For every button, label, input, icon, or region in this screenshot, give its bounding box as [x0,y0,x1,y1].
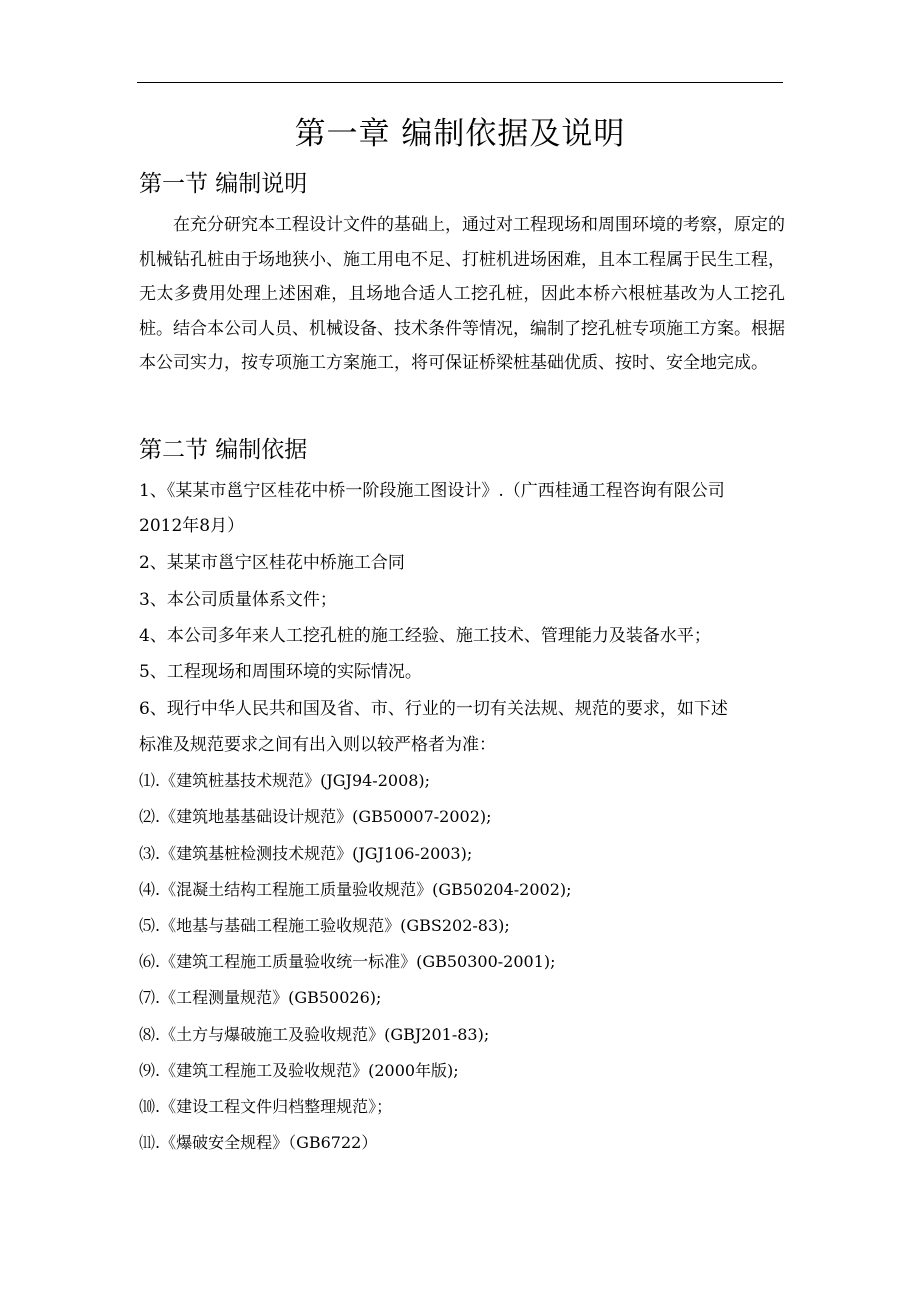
basis-item-6-cont: 标准及规范要求之间有出入则以较严格者为准： [139,735,496,755]
standard-item-9: ⑼.《建筑工程施工及验收规范》(2000年版); [139,1061,459,1080]
standard-item-1: ⑴.《建筑桩基技术规范》(JGJ94-2008); [139,771,431,790]
standard-item-4: ⑷.《混凝土结构工程施工质量验收规范》(GB50204-2002); [139,880,572,899]
section-title-2: 第二节 编制依据 [139,437,308,463]
section-1-paragraph: 在充分研究本工程设计文件的基础上，通过对工程现场和周围环境的考察，原定的机械钻孔桩由于场地狭小、施工用电不足、打桩机进场困难，且本工程属于民生工程，无太多费用处理上述困难，且场地合适人工挖孔桩，因此本桥六根桩基改为人工挖孔桩。结合本公司人员、机械设备、技术条件等情况，编制了挖孔桩专项施工方案。根据本公司实力，按专项施工方案施工，将可保证桥梁桩基础优质、按时、安全地完成。 [139,215,785,373]
basis-item-1-cont: 2012年8月） [139,516,245,536]
standard-item-2: ⑵.《建筑地基基础设计规范》(GB50007-2002); [139,807,492,826]
basis-item-6: 6、现行中华人民共和国及省、市、行业的一切有关法规、规范的要求，如下述 [139,699,728,719]
basis-item-2: 2、某某市邕宁区桂花中桥施工合同 [139,553,405,573]
standard-item-11: ⑾.《爆破安全规程》（GB6722） [139,1133,378,1152]
basis-item-4: 4、本公司多年来人工挖孔桩的施工经验、施工技术、管理能力及装备水平； [139,626,711,646]
header-rule [137,82,783,83]
standard-item-8: ⑻.《土方与爆破施工及验收规范》(GBJ201-83); [139,1025,490,1044]
standard-item-10: ⑽.《建设工程文件归档整理规范》； [139,1097,393,1116]
standard-item-6: ⑹.《建筑工程施工质量验收统一标准》(GB50300-2001); [139,952,556,971]
standard-item-3: ⑶.《建筑基桩检测技术规范》(JGJ106-2003); [139,844,473,863]
basis-item-5: 5、工程现场和周围环境的实际情况。 [139,662,422,682]
basis-item-3: 3、本公司质量体系文件； [139,590,337,610]
basis-item-1: 1、《某某市邕宁区桂花中桥一阶段施工图设计》.（广西桂通工程咨询有限公司 [139,481,725,501]
standard-item-5: ⑸.《地基与基础工程施工验收规范》(GBS202-83); [139,916,510,935]
section-title-1: 第一节 编制说明 [139,171,308,197]
standard-item-7: ⑺.《工程测量规范》(GB50026); [139,988,382,1007]
chapter-title: 第一章 编制依据及说明 [294,116,626,152]
